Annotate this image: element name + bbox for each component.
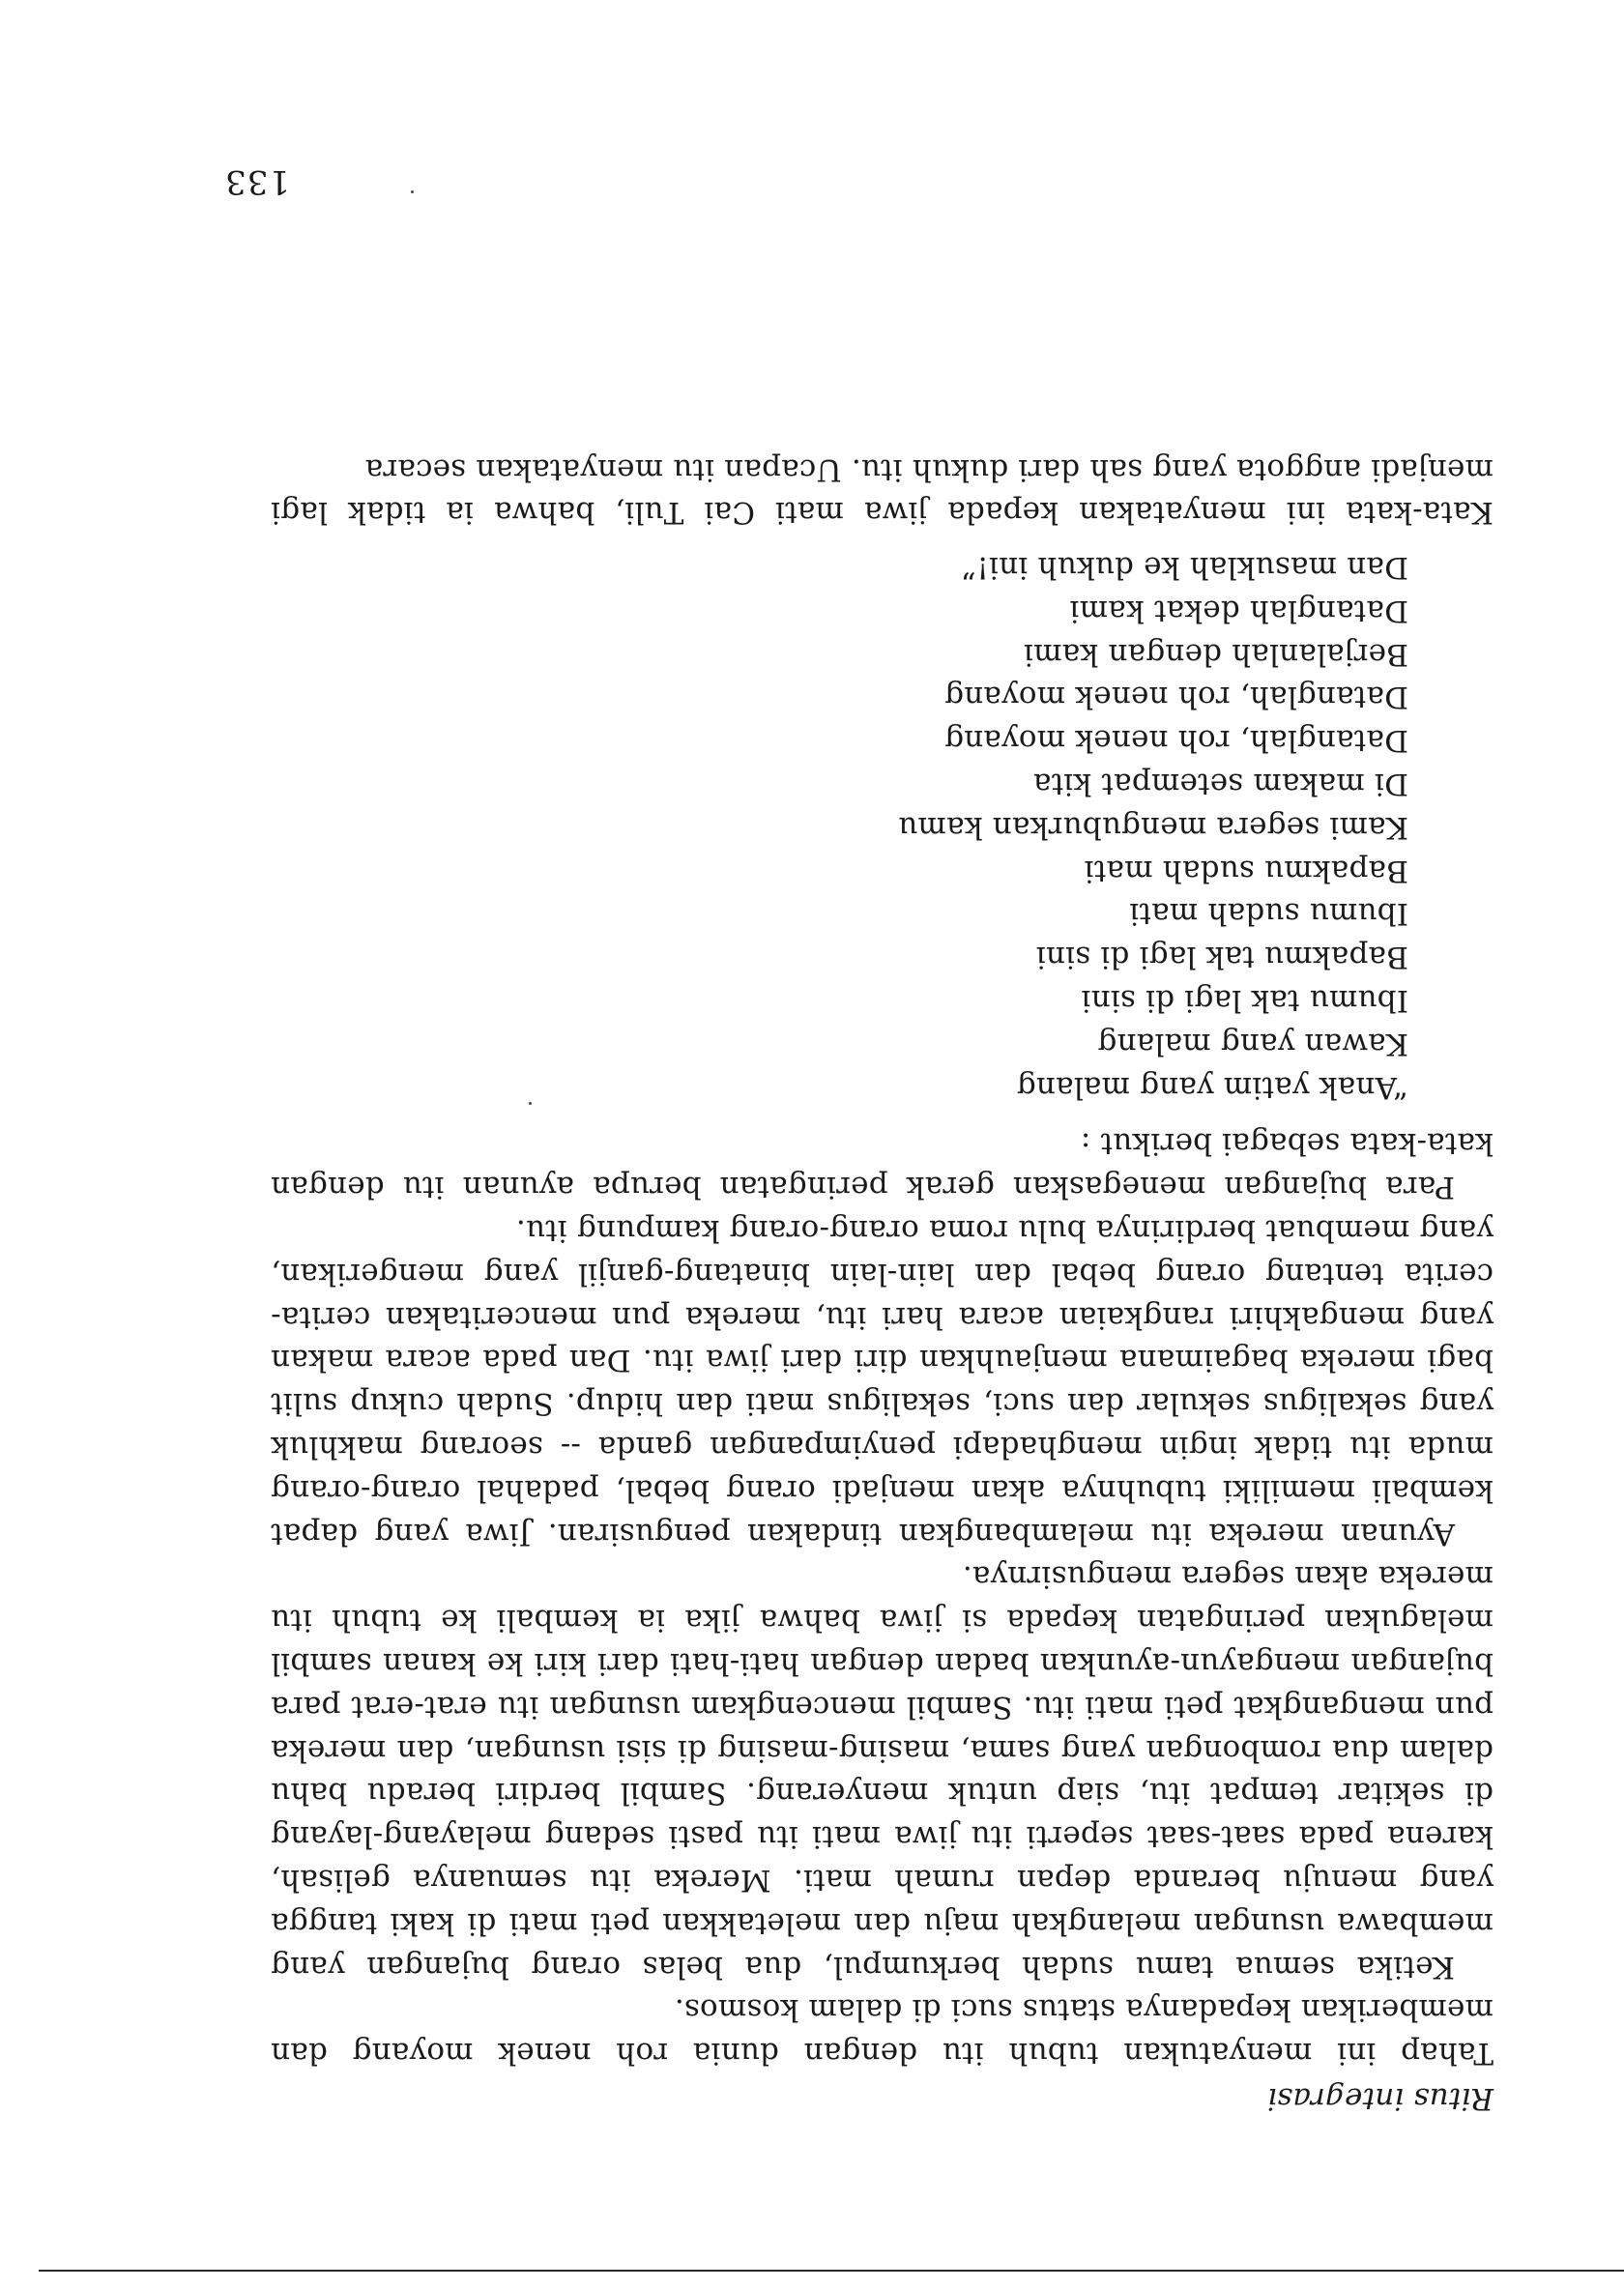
poem bbox=[271, 545, 1408, 1108]
page-body bbox=[271, 448, 1494, 2120]
scan-speck bbox=[529, 1102, 532, 1105]
paragraph-1: Tahap ini menyatukan tubuh itu dengan dunia roh nenek moyang dan memberikan kepadanya status suci di dalam kosmos. bbox=[271, 1992, 1494, 2072]
section-title: Ritus integrasi bbox=[1266, 2081, 1494, 2116]
poem-line: Bapakmu tak lagi di sini bbox=[1035, 940, 1408, 975]
poem-line: Dan masuklah ke dukuh ini!” bbox=[961, 550, 1408, 586]
paragraph-5: Kata-kata ini menyatakan kepada jiwa mati Cai Tuli, bahwa ia tidak lagi menjadi anggota yang sah dari dukuh itu. Ucapan itu menyatakan secara bbox=[271, 451, 1494, 531]
paragraph-3: Ayunan mereka itu melambangkan tindakan pengusiran. Jiwa yang dapat kembali memiliki tubuhnya akan menjadi orang bebal, padahal orang-orang muda itu tidak ingin menghadapi penyimpangan ganda -- seorang makhluk yang sekaligus sekular dan suci, sekaligus mati dan hidup. Sudah cukup sulit bagi mereka bagaimana menjauhkan diri dari jiwa itu. Dan pada acara makan yang mengakhiri rangkaian acara hari itu, mereka pun menceritakan cerita-cerita tentang orang bebal dan lain-lain binatang-ganjil yang mengerikan, yang membuat berdirinya bulu roma orang-orang kampung itu. bbox=[271, 1213, 1494, 1551]
paragraph-4: Para bujangan menegaskan gerak peringatan berupa ayunan itu dengan kata-kata sebagai berikut : bbox=[271, 1126, 1494, 1205]
poem-line: Kawan yang malang bbox=[1097, 1026, 1408, 1061]
poem-line: Kami segera menguburkan kamu bbox=[898, 809, 1408, 845]
paragraph-2: Ketika semua tamu sudah berkumpul, dua belas orang bujangan yang membawa usungan melangkah maju dan meletakkan peti mati di kaki tangga yang menuju beranda depan rumah mati. Mereka itu semuanya gelisah, karena pada saat-saat seperti itu jiwa mati itu pasti sedang melayang-layang di sekitar tempat itu, siap untuk menyerang. Sambil berdiri beradu bahu dalam dua rombongan yang sama, masing-masing di sisi usungan, dan mereka pun mengangkat peti mati itu. Sambil mencengkam usungan itu erat-erat para bujangan mengayun-ayunkan badan dengan hati-hati dari kiri ke kanan sambil melagukan peringatan kepada si jiwa bahwa jika ia kembali ke tubuh itu mereka akan segera mengusirnya. bbox=[271, 1559, 1494, 1985]
poem-line: Datanglah, roh nenek moyang bbox=[944, 723, 1408, 759]
page-number: 133 bbox=[224, 162, 290, 201]
poem-line: Ibumu tak lagi di sini bbox=[1081, 983, 1408, 1019]
poem-line: Berjalanlah dengan kami bbox=[1023, 636, 1408, 672]
poem-line: “Anak yatim yang malang bbox=[1016, 1069, 1408, 1105]
scan-edge-rule bbox=[39, 2270, 1624, 2272]
poem-line: Bapakmu sudah mati bbox=[1084, 853, 1408, 888]
poem-line: Ibumu sudah mati bbox=[1129, 896, 1408, 932]
poem-line: Datanglah dekat kami bbox=[1069, 593, 1408, 628]
poem-line: Datanglah, roh nenek moyang bbox=[944, 680, 1408, 715]
poem-line: Di makam setempat kita bbox=[1032, 767, 1408, 802]
scan-speck bbox=[411, 190, 414, 193]
